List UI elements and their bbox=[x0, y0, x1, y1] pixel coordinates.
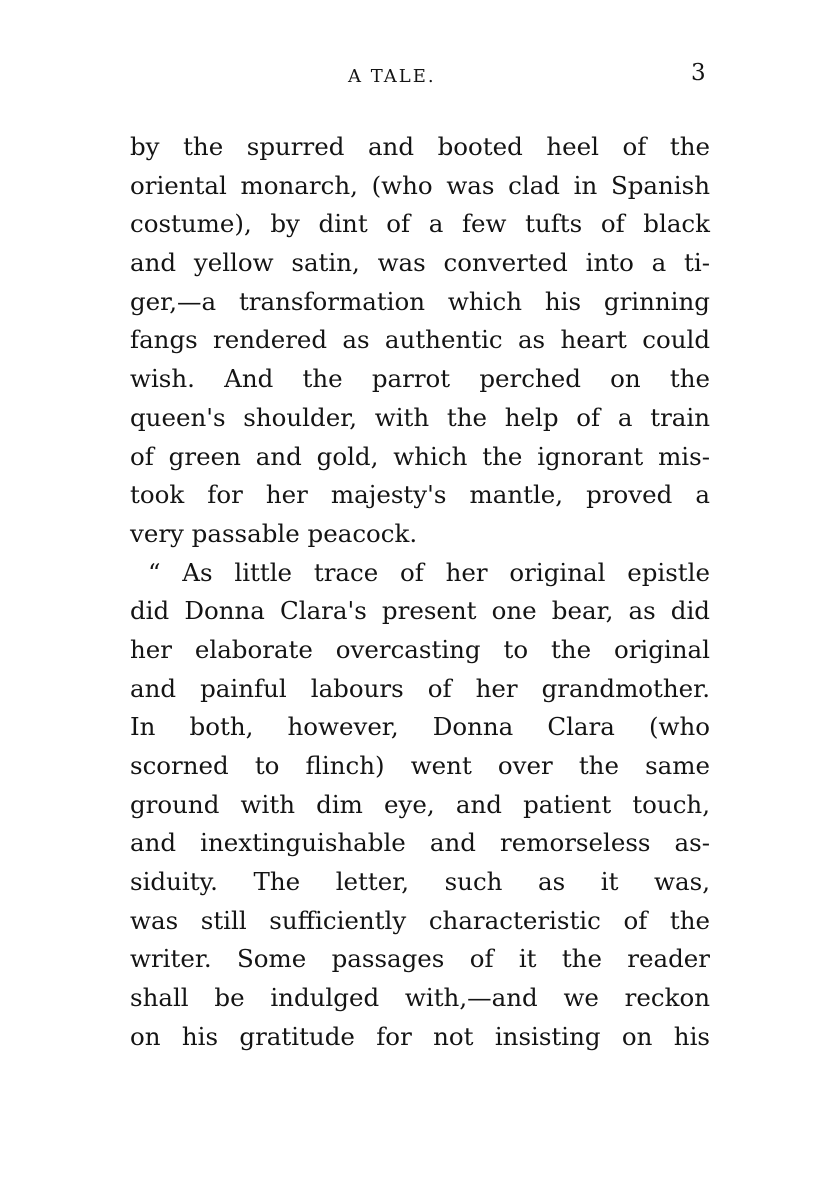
text-line: costume), by dint of a few tufts of black bbox=[130, 209, 710, 239]
text-line: scorned to flinch) went over the same bbox=[130, 751, 710, 780]
text-line: ground with dim eye, and patient touch, bbox=[130, 789, 710, 819]
text-line: of green and gold, which the ignorant mis- bbox=[130, 441, 710, 471]
paragraph-end-line: very passable peacock. bbox=[130, 518, 418, 548]
text-line: In both, however, Donna Clara (who bbox=[130, 712, 710, 742]
page-number: 3 bbox=[691, 60, 706, 86]
text-line: queen's shoulder, with the help of a train bbox=[130, 402, 710, 432]
running-title: A TALE. bbox=[348, 66, 436, 87]
text-line: and inextinguishable and remorseless as- bbox=[130, 828, 710, 858]
text-line: ger,—a transformation which his grinning bbox=[130, 286, 710, 316]
text-line: did Donna Clara's present one bear, as did bbox=[130, 596, 710, 626]
text-line: on his gratitude for not insisting on his bbox=[130, 1021, 710, 1051]
text-line: wish. And the parrot perched on the bbox=[130, 364, 710, 394]
text-line: and painful labours of her grandmother. bbox=[130, 673, 710, 703]
text-line: her elaborate overcasting to the original bbox=[130, 634, 710, 664]
text-line: by the spurred and booted heel of the bbox=[130, 132, 710, 161]
text-line: fangs rendered as authentic as heart could bbox=[130, 325, 710, 355]
text-line: siduity. The letter, such as it was, bbox=[130, 867, 710, 897]
paragraph-start-line: “ As little trace of her original epistle bbox=[148, 557, 710, 587]
text-line: and yellow satin, was converted into a ti- bbox=[130, 248, 710, 278]
text-line: took for her majesty's mantle, proved a bbox=[130, 480, 710, 510]
text-line: was still sufficiently characteristic of the bbox=[130, 905, 710, 935]
text-line: writer. Some passages of it the reader bbox=[130, 944, 710, 974]
text-line: oriental monarch, (who was clad in Spanish bbox=[130, 170, 710, 200]
text-line: shall be indulged with,—and we reckon bbox=[130, 983, 710, 1013]
body-text bbox=[130, 128, 710, 1057]
